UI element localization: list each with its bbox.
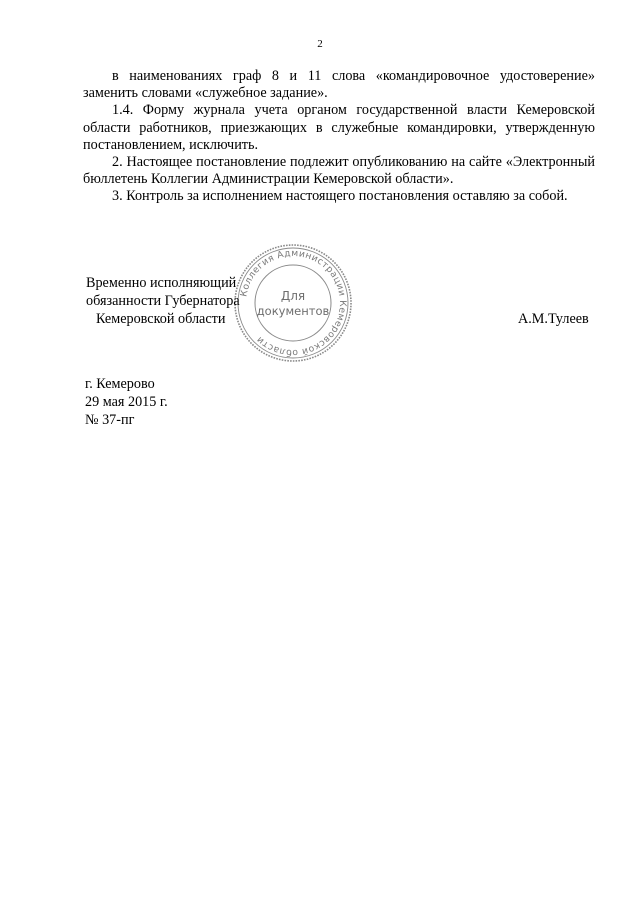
signature-position-line-2: обязанности Губернатора <box>86 292 240 309</box>
paragraph-1-4: 1.4. Форму журнала учета органом государственной власти Кемеровской области работников, приезжающих в служебные командировки, утвержденную постановлением, исключить. <box>83 102 595 153</box>
stamp-center-line-1: Для <box>280 289 306 303</box>
signer-name: А.М.Тулеев <box>518 311 589 327</box>
document-date: 29 мая 2015 г. <box>85 393 168 410</box>
document-number: № 37-пг <box>85 411 135 428</box>
stamp-center-line-2: документов <box>256 304 330 318</box>
signature-position <box>86 275 240 328</box>
page-number: 2 <box>317 38 323 50</box>
document-requisites <box>85 376 168 429</box>
document-body <box>83 68 595 206</box>
signature-position-line-3: Кемеровской области <box>96 310 226 327</box>
paragraph-3: 3. Контроль за исполнением настоящего постановления оставляю за собой. <box>112 188 568 205</box>
paragraph-2: 2. Настоящее постановление подлежит опубликованию на сайте «Электронный бюллетень Коллегии Администрации Кемеровской области». <box>83 154 595 188</box>
signature-position-line-1: Временно исполняющий <box>86 275 237 291</box>
official-seal-stamp <box>232 242 354 364</box>
stamp-ring-text: Коллегия Администрации Кемеровской области <box>238 247 349 359</box>
paragraph-1: в наименованиях граф 8 и 11 слова «командировочное удостоверение» заменить словами «служебное задание». <box>83 68 595 102</box>
document-city: г. Кемерово <box>85 376 155 392</box>
